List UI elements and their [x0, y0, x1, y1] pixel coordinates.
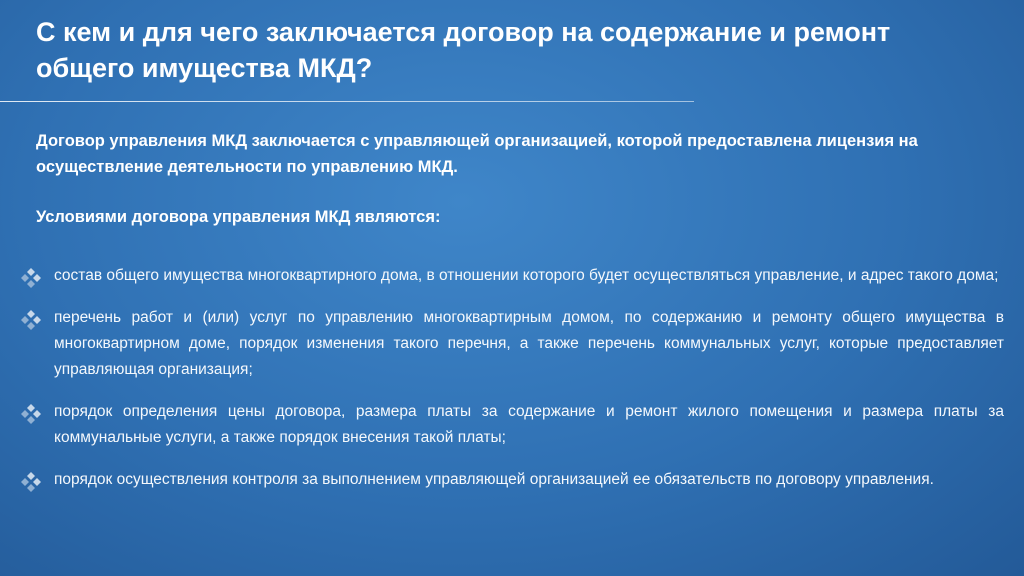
list-item-text: перечень работ и (или) услуг по управлению многоквартирным домом, по содержанию и ремонту общего имущества в многоквартирном доме, порядок изменения такого перечня, а также перечень коммунальных услуг, которые предоставляет управляющая организация; — [54, 309, 1004, 378]
list-item — [14, 305, 1004, 383]
title-divider — [0, 101, 694, 102]
list-item-text: состав общего имущества многоквартирного дома, в отношении которого будет осуществляться управление, и адрес такого дома; — [54, 267, 999, 284]
list-item — [14, 399, 1004, 451]
intro-paragraph: Договор управления МКД заключается с управляющей организацией, которой предоставлена лицензия на осуществление деятельности по управлению МКД. — [36, 132, 918, 176]
list-item-text: порядок определения цены договора, размера платы за содержание и ремонт жилого помещения и размера платы за коммунальные услуги, а также порядок внесения такой платы; — [54, 403, 1004, 446]
conditions-heading: Условиями договора управления МКД являются: — [36, 208, 441, 226]
slide-title: С кем и для чего заключается договор на содержание и ремонт общего имущества МКД? — [36, 17, 891, 83]
list-item — [14, 467, 1004, 493]
diamond-cluster-icon — [18, 309, 44, 331]
diamond-cluster-icon — [18, 403, 44, 425]
list-item — [14, 263, 1004, 289]
conditions-list — [14, 263, 1004, 493]
diamond-cluster-icon — [18, 471, 44, 493]
list-item-text: порядок осуществления контроля за выполнением управляющей организацией ее обязательств по договору управления. — [54, 471, 934, 488]
diamond-cluster-icon — [18, 267, 44, 289]
